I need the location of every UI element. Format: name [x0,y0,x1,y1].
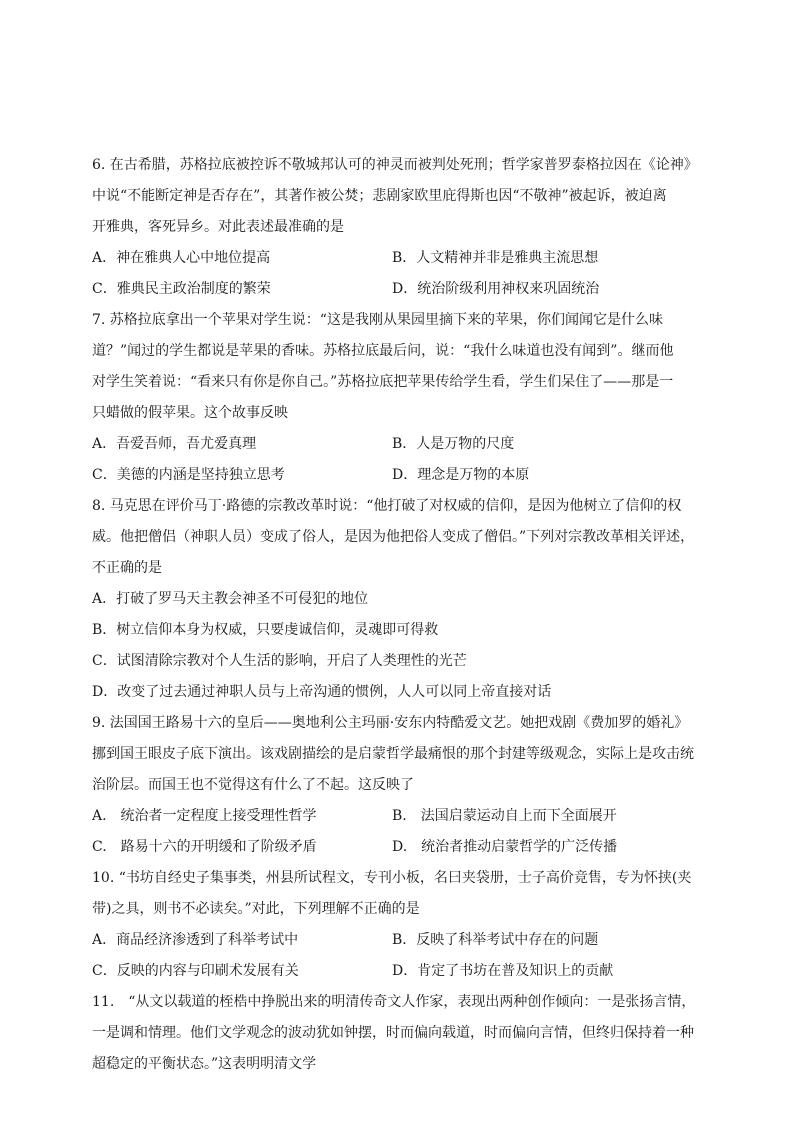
question-9-option-d[interactable]: D. 统治者推动启蒙哲学的广泛传播 [392,839,618,855]
question-9-line-3: 治阶层。而国王也不觉得这有什么了不起。这反映了 [92,777,414,793]
question-6-option-a[interactable]: A．神在雅典人心中地位提高 [92,250,271,266]
question-10-option-c[interactable]: C．反映的内容与印刷术发展有关 [92,963,299,979]
question-10-options-row-1 [92,925,704,956]
question-6-option-c[interactable]: C．雅典民主政治制度的繁荣 [92,281,271,297]
question-7-option-c[interactable]: C．美德的内涵是坚持独立思考 [92,467,285,483]
question-7-options-row-1 [92,429,704,460]
question-8-line-2: 威。他把僧侣（神职人员）变成了俗人，是因为他把俗人变成了僧侣。”下列对宗教改革相关评述， [92,529,695,545]
question-7-line-3: 对学生笑着说：“看来只有你是你自己。”苏格拉底把苹果传给学生看，学生们呆住了——那是一 [92,374,674,390]
question-10-line-1: 10. “书坊自经史子集事类，州县所试程文，专刊小板，名曰夹袋册，士子高价竞售，专为怀挟(夹 [92,870,692,886]
question-7 [92,305,704,491]
question-8-line-3: 不正确的是 [92,560,162,576]
question-7-options-row-2 [92,460,704,491]
question-6 [92,150,704,305]
question-8 [92,491,704,708]
question-6-option-d[interactable]: D．统治阶级利用神权来巩固统治 [392,281,600,297]
question-6-line-3: 开雅典，客死异乡。对此表述最准确的是 [92,219,344,235]
question-7-option-a[interactable]: A．吾爱吾师，吾尤爱真理 [92,436,257,452]
question-6-options-row-1 [92,243,704,274]
question-7-option-d[interactable]: D．理念是万物的本原 [392,467,530,483]
question-10-option-a[interactable]: A．商品经济渗透到了科举考试中 [92,932,299,948]
question-9-option-a[interactable]: A. 统治者一定程度上接受理性哲学 [92,808,317,824]
question-7-line-4: 只蜡做的假苹果。这个故事反映 [92,405,288,421]
question-9-option-b[interactable]: B. 法国启蒙运动自上而下全面展开 [392,808,617,824]
question-8-option-d[interactable]: D．改变了过去通过神职人员与上帝沟通的惯例，人人可以同上帝直接对话 [92,684,552,700]
question-9 [92,708,704,863]
question-9-line-1: 9. 法国国王路易十六的皇后——奥地利公主玛丽·安东内特酷爱文艺。她把戏剧《费加罗的婚礼》 [92,715,689,731]
question-10-option-b[interactable]: B．反映了科举考试中存在的问题 [392,932,599,948]
question-8-option-b[interactable]: B．树立信仰本身为权威，只要虔诚信仰，灵魂即可得救 [92,622,439,638]
question-11 [92,987,704,1080]
question-6-options-row-2 [92,274,704,305]
question-11-line-3: 超稳定的平衡状态。”这表明明清文学 [92,1056,317,1072]
question-10-options-row-2 [92,956,704,987]
question-6-option-b[interactable]: B．人文精神并非是雅典主流思想 [392,250,599,266]
question-8-option-c[interactable]: C．试图清除宗教对个人生活的影响，开启了人类理性的光芒 [92,653,467,669]
question-7-line-1: 7. 苏格拉底拿出一个苹果对学生说：“这是我刚从果园里摘下来的苹果，你们闻闻它是什么味 [92,312,663,328]
question-9-options-row-2 [92,832,704,863]
question-8-line-1: 8. 马克思在评价马丁·路德的宗教改革时说：“他打破了对权威的信仰，是因为他树立了信仰的权 [92,498,682,514]
question-10-line-2: 带)之具，则书不必读矣。”对此，下列理解不正确的是 [92,901,420,917]
question-8-option-a[interactable]: A．打破了罗马天主教会神圣不可侵犯的地位 [92,591,369,607]
exam-page [92,150,704,1080]
question-11-line-2: 一是调和情理。他们文学观念的波动犹如钟摆，时而偏向载道，时而偏向言情，但终归保持着一种 [92,1025,694,1041]
question-6-line-2: 中说“不能断定神是否存在”，其著作被公焚；悲剧家欧里庇得斯也因“不敬神”被起诉，被迫离 [92,188,667,204]
question-9-line-2: 挪到国王眼皮子底下演出。该戏剧描绘的是启蒙哲学最痛恨的那个封建等级观念，实际上是攻击统 [92,746,694,762]
question-9-option-c[interactable]: C. 路易十六的开明缓和了阶级矛盾 [92,839,317,855]
question-7-line-2: 道？”闻过的学生都说是苹果的香味。苏格拉底最后问，说：“我什么味道也没有闻到”。继而他 [92,343,674,359]
question-7-option-b[interactable]: B．人是万物的尺度 [392,436,515,452]
question-9-options-row-1 [92,801,704,832]
question-6-line-1: 6. 在古希腊，苏格拉底被控诉不敬城邦认可的神灵而被判处死刑；哲学家普罗泰格拉因在《论神》 [92,157,698,173]
question-11-line-1: 11. “从文以载道的桎梏中挣脱出来的明清传奇文人作家，表现出两种创作倾向：一是张扬言情， [92,994,696,1010]
question-10-option-d[interactable]: D．肯定了书坊在普及知识上的贡献 [392,963,614,979]
question-10 [92,863,704,987]
